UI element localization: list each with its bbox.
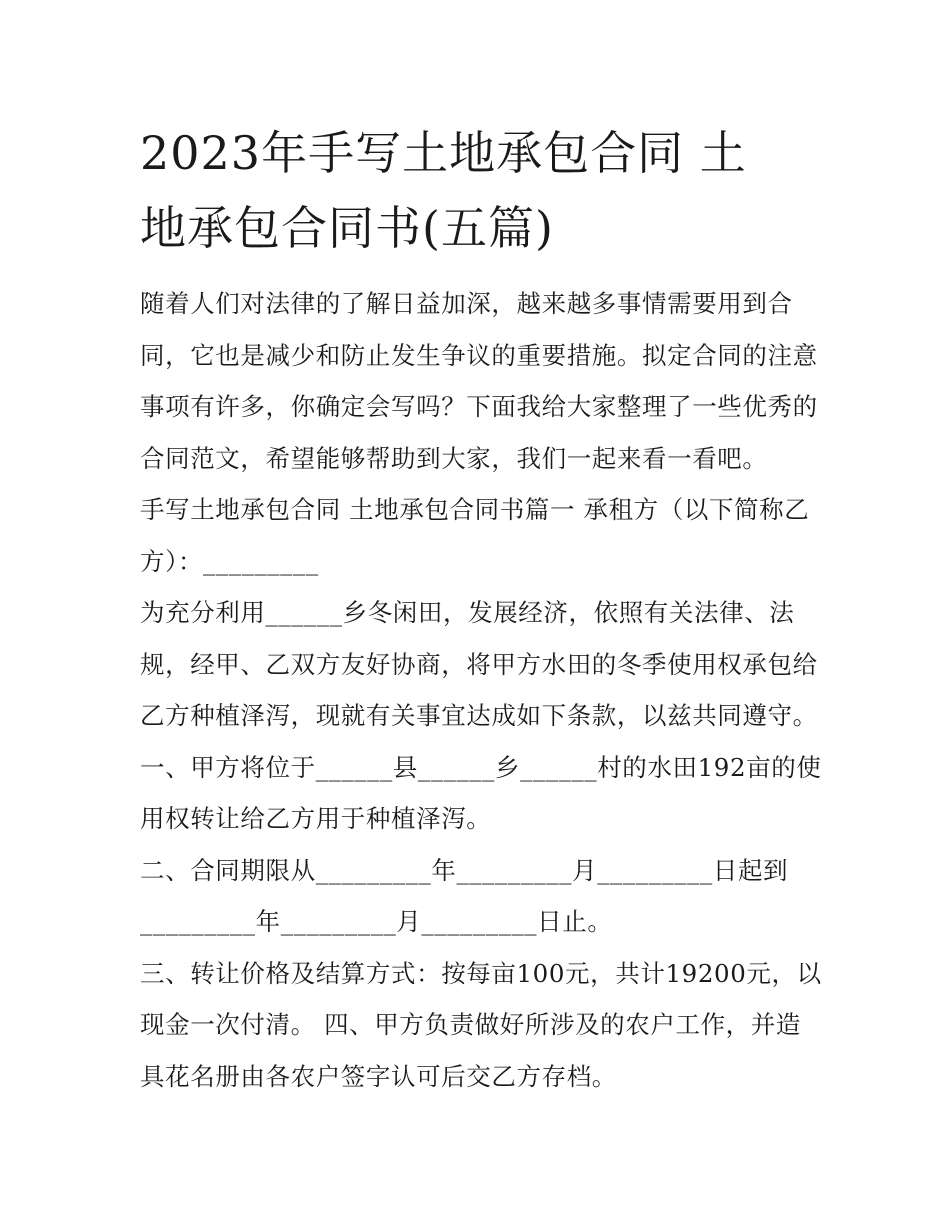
clause-2: [140, 845, 820, 948]
purpose-line: 为充分利用______乡冬闲田，发展经济，依照有关法律、法: [140, 598, 795, 627]
clause-2-line: 二、合同期限从_________年_________月_________日起到: [140, 855, 789, 885]
clause-3-line: 具花名册由各农户签字认可后交乙方存档。: [140, 1061, 617, 1091]
title-line-2: 地承包合同书(五篇): [140, 201, 554, 255]
document-body: [140, 278, 820, 1102]
section-heading-line: 手写土地承包合同 土地承包合同书篇一 承租方（以下简称乙: [140, 495, 810, 524]
clause-1-line: 用权转让给乙方用于种植泽泻。: [140, 804, 492, 833]
intro-line: 事项有许多，你确定会写吗？下面我给大家整理了一些优秀的: [140, 392, 818, 421]
intro-line: 合同范文，希望能够帮助到大家，我们一起来看一看吧。: [140, 443, 768, 473]
clause-3-line: 现金一次付清。 四、甲方负责做好所涉及的农户工作，并造: [140, 1010, 801, 1039]
clause-3-line: 三、转让价格及结算方式：按每亩100元，共计19200元，以: [140, 958, 822, 988]
clause-1-line: 一、甲方将位于______县______乡______村的水田192亩的使: [140, 752, 822, 782]
section-heading: [140, 484, 820, 587]
title-line-1: 2023年手写土地承包合同 土: [140, 126, 747, 180]
intro-line: 随着人们对法律的了解日益加深，越来越多事情需要用到合: [140, 289, 793, 318]
purpose-line: 乙方种植泽泻，现就有关事宜达成如下条款，以兹共同遵守。: [140, 701, 818, 730]
clause-2-line: _________年_________月_________日止。: [140, 907, 613, 936]
clause-3: [140, 948, 820, 1103]
document-title: [140, 116, 820, 266]
intro-paragraph: [140, 278, 820, 484]
purpose-paragraph: [140, 587, 820, 742]
purpose-line: 规，经甲、乙双方友好协商，将甲方水田的冬季使用权承包给: [140, 649, 818, 679]
clause-1: [140, 742, 820, 845]
intro-line: 同，它也是减少和防止发生争议的重要措施。拟定合同的注意: [140, 340, 818, 370]
section-heading-line: 方）：_________: [140, 546, 319, 576]
